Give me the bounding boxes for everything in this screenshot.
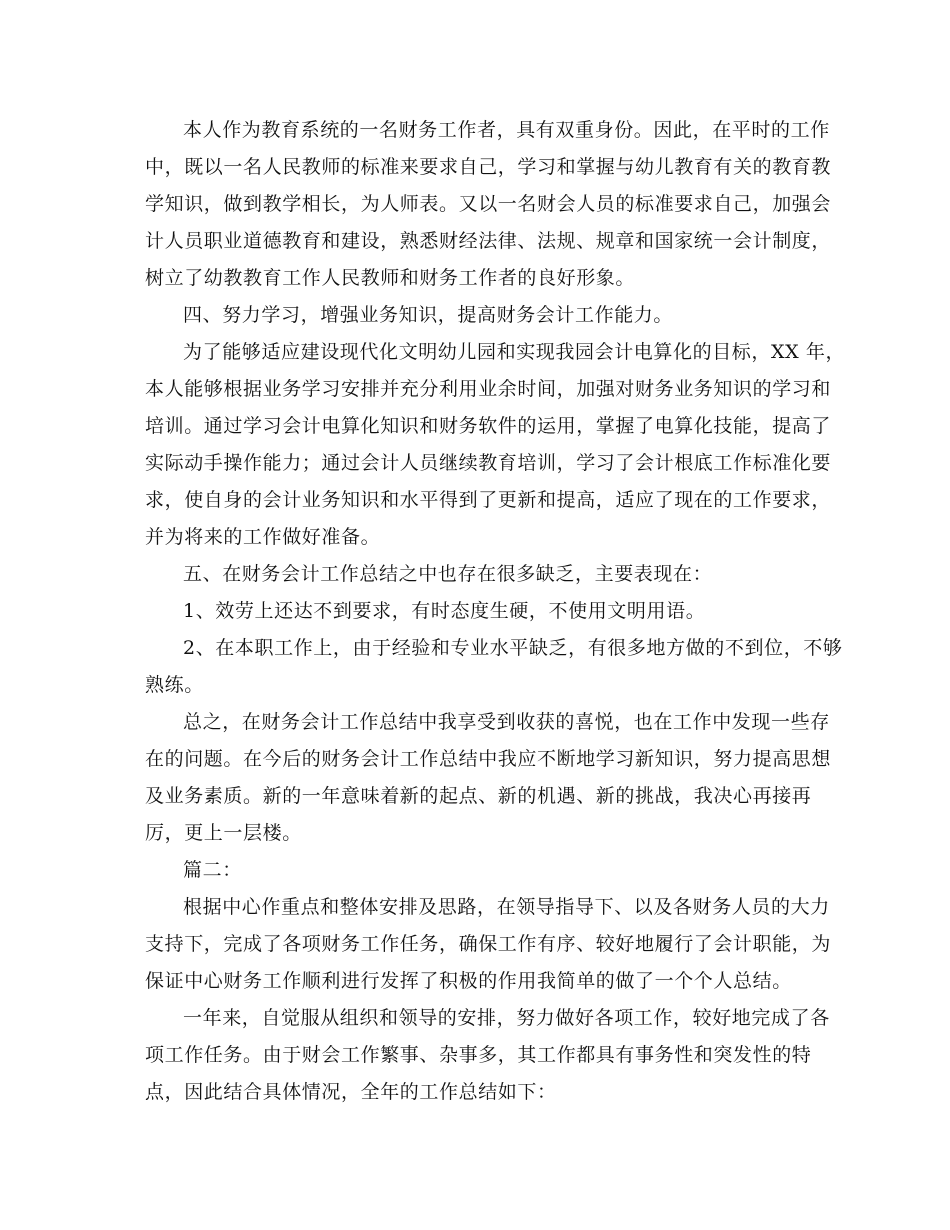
text-line: 支持下，完成了各项财务工作任务，确保工作有序、较好地履行了会计职能，为 [145,933,832,955]
text-line: 一年来，自觉服从组织和领导的安排，努力做好各项工作，较好地完成了各 [183,1007,830,1029]
text-line: 熟练。 [145,674,204,696]
section-heading: 五、在财务会计工作总结之中也存在很多缺乏，主要表现在： [183,563,713,585]
text-line: 在的问题。在今后的财务会计工作总结中我应不断地学习新知识，努力提高思想 [145,748,832,770]
section-heading: 篇二： [183,859,242,881]
section-heading: 四、努力学习，增强业务知识，提高财务会计工作能力。 [183,304,674,326]
text-line: 中，既以一名人民教师的标准来要求自己，学习和掌握与幼儿教育有关的教育教 [145,156,832,178]
text-line: 求，使自身的会计业务知识和水平得到了更新和提高，适应了现在的工作要求， [145,489,832,511]
text-line: 为了能够适应建设现代化文明幼儿园和实现我园会计电算化的目标，XX 年， [183,341,846,363]
text-line: 项工作任务。由于财会工作繁事、杂事多，其工作都具有事务性和突发性的特 [145,1044,812,1066]
text-line: 厉，更上一层楼。 [145,822,302,844]
list-item: 2、在本职工作上，由于经验和专业水平缺乏，有很多地方做的不到位，不够 [183,637,843,659]
text-line: 本人能够根据业务学习安排并充分利用业余时间，加强对财务业务知识的学习和 [145,378,832,400]
text-line: 点，因此结合具体情况，全年的工作总结如下： [145,1081,557,1103]
text-line: 实际动手操作能力；通过会计人员继续教育培训，学习了会计根底工作标准化要 [145,452,832,474]
text-line: 并为将来的工作做好准备。 [145,526,381,548]
text-line: 本人作为教育系统的一名财务工作者，具有双重身份。因此，在平时的工作 [183,119,830,141]
text-line: 及业务素质。新的一年意味着新的起点、新的机遇、新的挑战，我决心再接再 [145,785,812,807]
text-line: 保证中心财务工作顺利进行发挥了积极的作用我简单的做了一个个人总结。 [145,970,792,992]
text-line: 培训。通过学习会计电算化知识和财务软件的运用，掌握了电算化技能，提高了 [145,415,832,437]
list-item: 1、效劳上还达不到要求，有时态度生硬，不使用文明用语。 [183,600,706,622]
text-line: 根据中心作重点和整体安排及思路，在领导指导下、以及各财务人员的大力 [183,896,830,918]
text-line: 计人员职业道德教育和建设，熟悉财经法律、法规、规章和国家统一会计制度， [145,230,832,252]
text-line: 树立了幼教教育工作人民教师和财务工作者的良好形象。 [145,267,636,289]
text-line: 总之，在财务会计工作总结中我享受到收获的喜悦，也在工作中发现一些存 [183,711,830,733]
text-line: 学知识，做到教学相长，为人师表。又以一名财会人员的标准要求自己，加强会 [145,193,832,215]
